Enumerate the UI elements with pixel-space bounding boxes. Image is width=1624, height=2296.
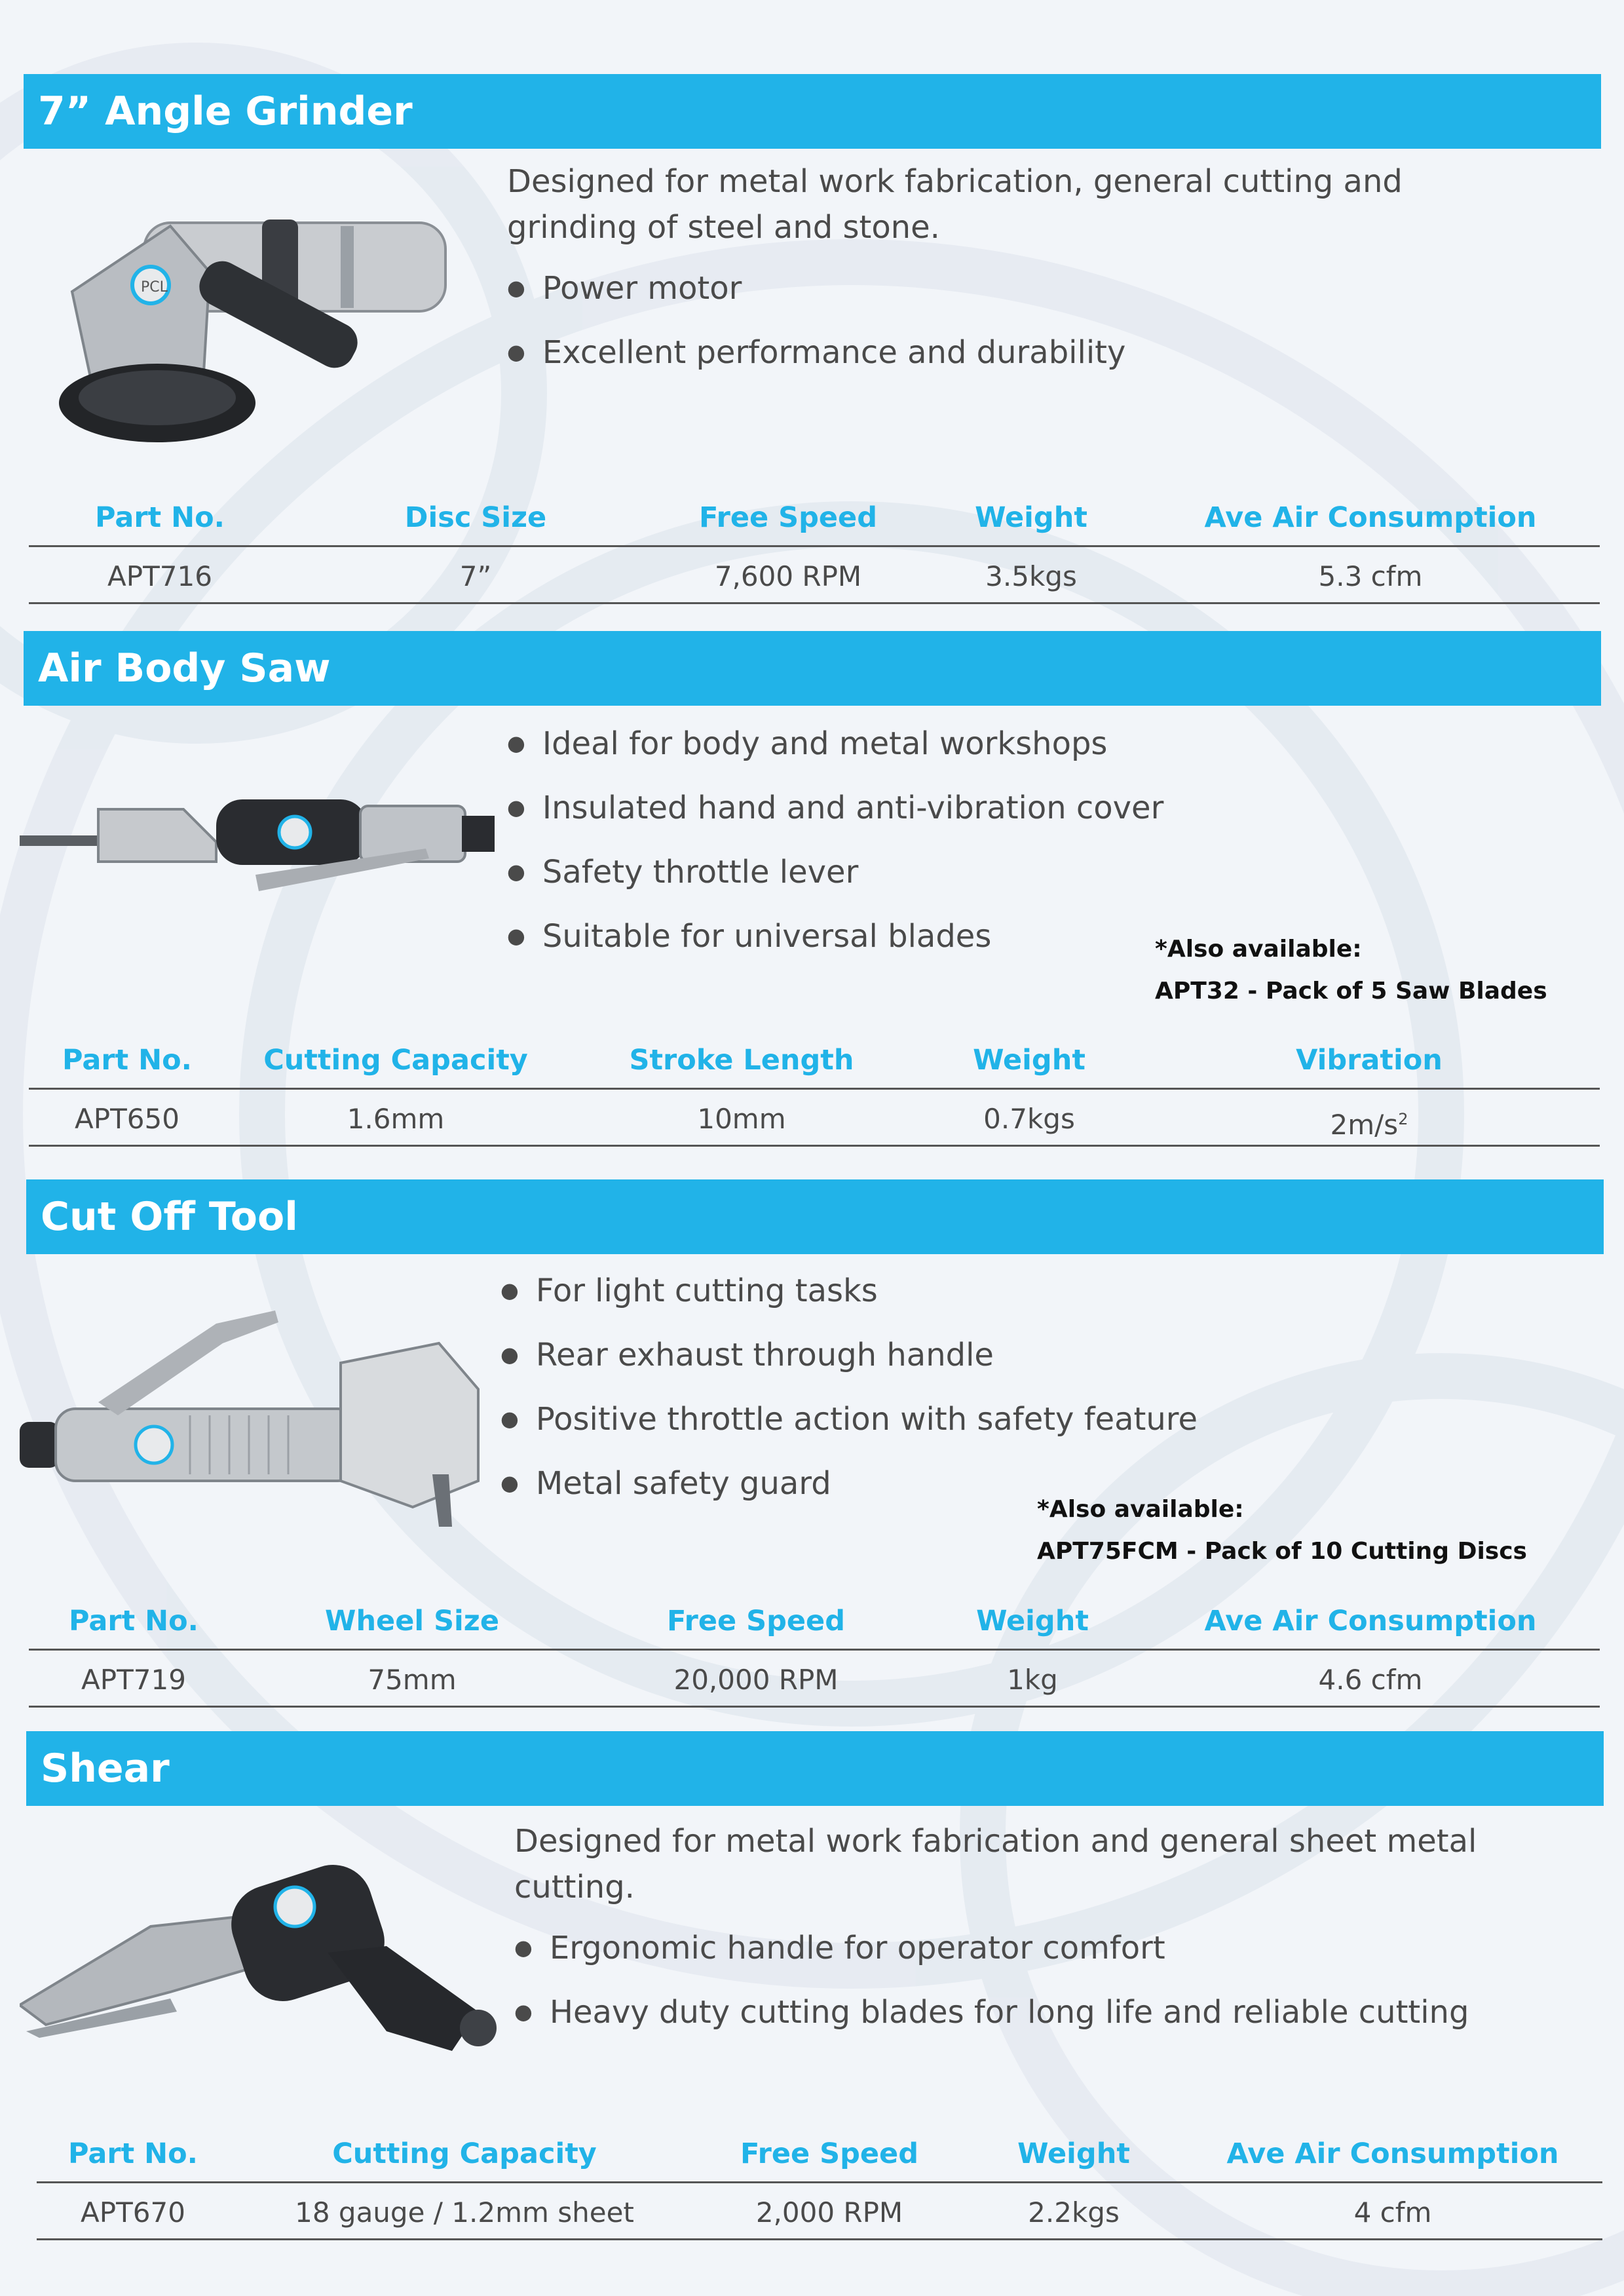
also-available-label: *Also available: (1037, 1496, 1244, 1523)
spec-value: 20,000 RPM (673, 1664, 839, 1696)
column-header: Ave Air Consumption (1226, 2137, 1559, 2170)
feature-item: ● Power motor (507, 265, 1125, 330)
spec-value: APT650 (75, 1103, 179, 1135)
feature-list (514, 1925, 1469, 2054)
spec-header-row (29, 1033, 1600, 1088)
feature-item: ● Excellent performance and durability (507, 330, 1125, 394)
also-available-item: APT32 - Pack of 5 Saw Blades (1155, 978, 1547, 1004)
column-header: Part No. (69, 1605, 198, 1637)
column-header: Ave Air Consumption (1204, 501, 1537, 534)
logo-text: PCL (141, 279, 168, 296)
also-available-note (1037, 1489, 1527, 1573)
feature-list (507, 265, 1125, 394)
spec-value: 4 cfm (1353, 2196, 1432, 2229)
column-header: Part No. (62, 1044, 192, 1077)
spec-header-row (29, 490, 1600, 545)
column-header: Weight (976, 1605, 1089, 1637)
shear-image (20, 1835, 511, 2051)
spec-header-row (37, 2126, 1602, 2181)
spec-value: 75mm (368, 1664, 457, 1696)
section-title: Air Body Saw (24, 631, 1601, 706)
column-header: Vibration (1296, 1044, 1443, 1077)
also-available-label: *Also available: (1155, 936, 1362, 963)
spec-value: 1kg (1007, 1664, 1058, 1696)
vibration-exponent: 2 (1398, 1110, 1408, 1128)
column-header: Stroke Length (629, 1044, 854, 1077)
column-header: Weight (973, 1044, 1086, 1077)
spec-value: 10mm (697, 1103, 786, 1135)
feature-item: ● Heavy duty cutting blades for long life and reliable cutting (514, 1989, 1469, 2054)
spec-table (37, 2126, 1602, 2240)
spec-value: 1.6mm (347, 1103, 445, 1135)
feature-item: ● Suitable for universal blades (507, 913, 1163, 978)
spec-table (29, 1033, 1600, 1147)
feature-item: ● Ergonomic handle for operator comfort (514, 1925, 1469, 1989)
spec-header-row (29, 1594, 1600, 1649)
spec-value: 7,600 RPM (714, 560, 862, 592)
spec-value: 4.6 cfm (1318, 1664, 1423, 1696)
column-header: Disc Size (404, 501, 547, 534)
feature-item: ● Positive throttle action with safety feature (500, 1396, 1198, 1461)
spec-value: 0.7kgs (983, 1103, 1075, 1135)
spec-value: 18 gauge / 1.2mm sheet (295, 2196, 634, 2229)
spec-table (29, 490, 1600, 604)
spec-row (37, 2183, 1602, 2238)
column-header: Part No. (68, 2137, 198, 2170)
feature-item: ● Metal safety guard (500, 1461, 1198, 1525)
feature-item: ● Insulated hand and anti-vibration cover (507, 785, 1163, 849)
column-header: Free Speed (740, 2137, 918, 2170)
spec-value: APT716 (107, 560, 212, 592)
spec-value: 3.5kgs (985, 560, 1077, 592)
column-header: Weight (975, 501, 1087, 534)
cut-off-tool-image (20, 1311, 485, 1527)
section-title: Cut Off Tool (26, 1179, 1604, 1254)
spec-value: 7” (459, 560, 492, 592)
section-title: 7” Angle Grinder (24, 74, 1601, 149)
angle-grinder-image (46, 187, 465, 462)
spec-value: APT670 (81, 2196, 185, 2229)
feature-item: ● Ideal for body and metal workshops (507, 721, 1163, 785)
feature-list (500, 1268, 1198, 1525)
vibration-value: 2m/s (1330, 1109, 1399, 1141)
column-header: Wheel Size (325, 1605, 499, 1637)
column-header: Part No. (95, 501, 225, 534)
spec-table (29, 1594, 1600, 1708)
product-description: Designed for metal work fabrication, general cutting and grinding of steel and stone. (507, 163, 1403, 246)
spec-value-vibration (1331, 1090, 1408, 1155)
column-header: Cutting Capacity (332, 2137, 597, 2170)
spec-value: 5.3 cfm (1318, 560, 1423, 592)
spec-value: 2.2kgs (1028, 2196, 1120, 2229)
column-header: Free Speed (699, 501, 877, 534)
spec-row (29, 1651, 1600, 1706)
spec-value: APT719 (81, 1664, 186, 1696)
product-description: Designed for metal work fabrication and general sheet metal cutting. (514, 1823, 1477, 1905)
feature-item: ● Safety throttle lever (507, 849, 1163, 913)
column-header: Ave Air Consumption (1204, 1605, 1537, 1637)
column-header: Weight (1017, 2137, 1130, 2170)
also-available-item: APT75FCM - Pack of 10 Cutting Discs (1037, 1538, 1527, 1565)
section-title: Shear (26, 1731, 1604, 1806)
column-header: Free Speed (667, 1605, 845, 1637)
feature-item: ● Rear exhaust through handle (500, 1332, 1198, 1396)
also-available-note (1155, 928, 1547, 1012)
air-body-saw-image (20, 770, 498, 901)
spec-row (29, 1090, 1600, 1145)
column-header: Cutting Capacity (263, 1044, 528, 1077)
spec-row (29, 547, 1600, 602)
spec-value: 2,000 RPM (755, 2196, 903, 2229)
feature-item: ● For light cutting tasks (500, 1268, 1198, 1332)
feature-list (507, 721, 1163, 978)
